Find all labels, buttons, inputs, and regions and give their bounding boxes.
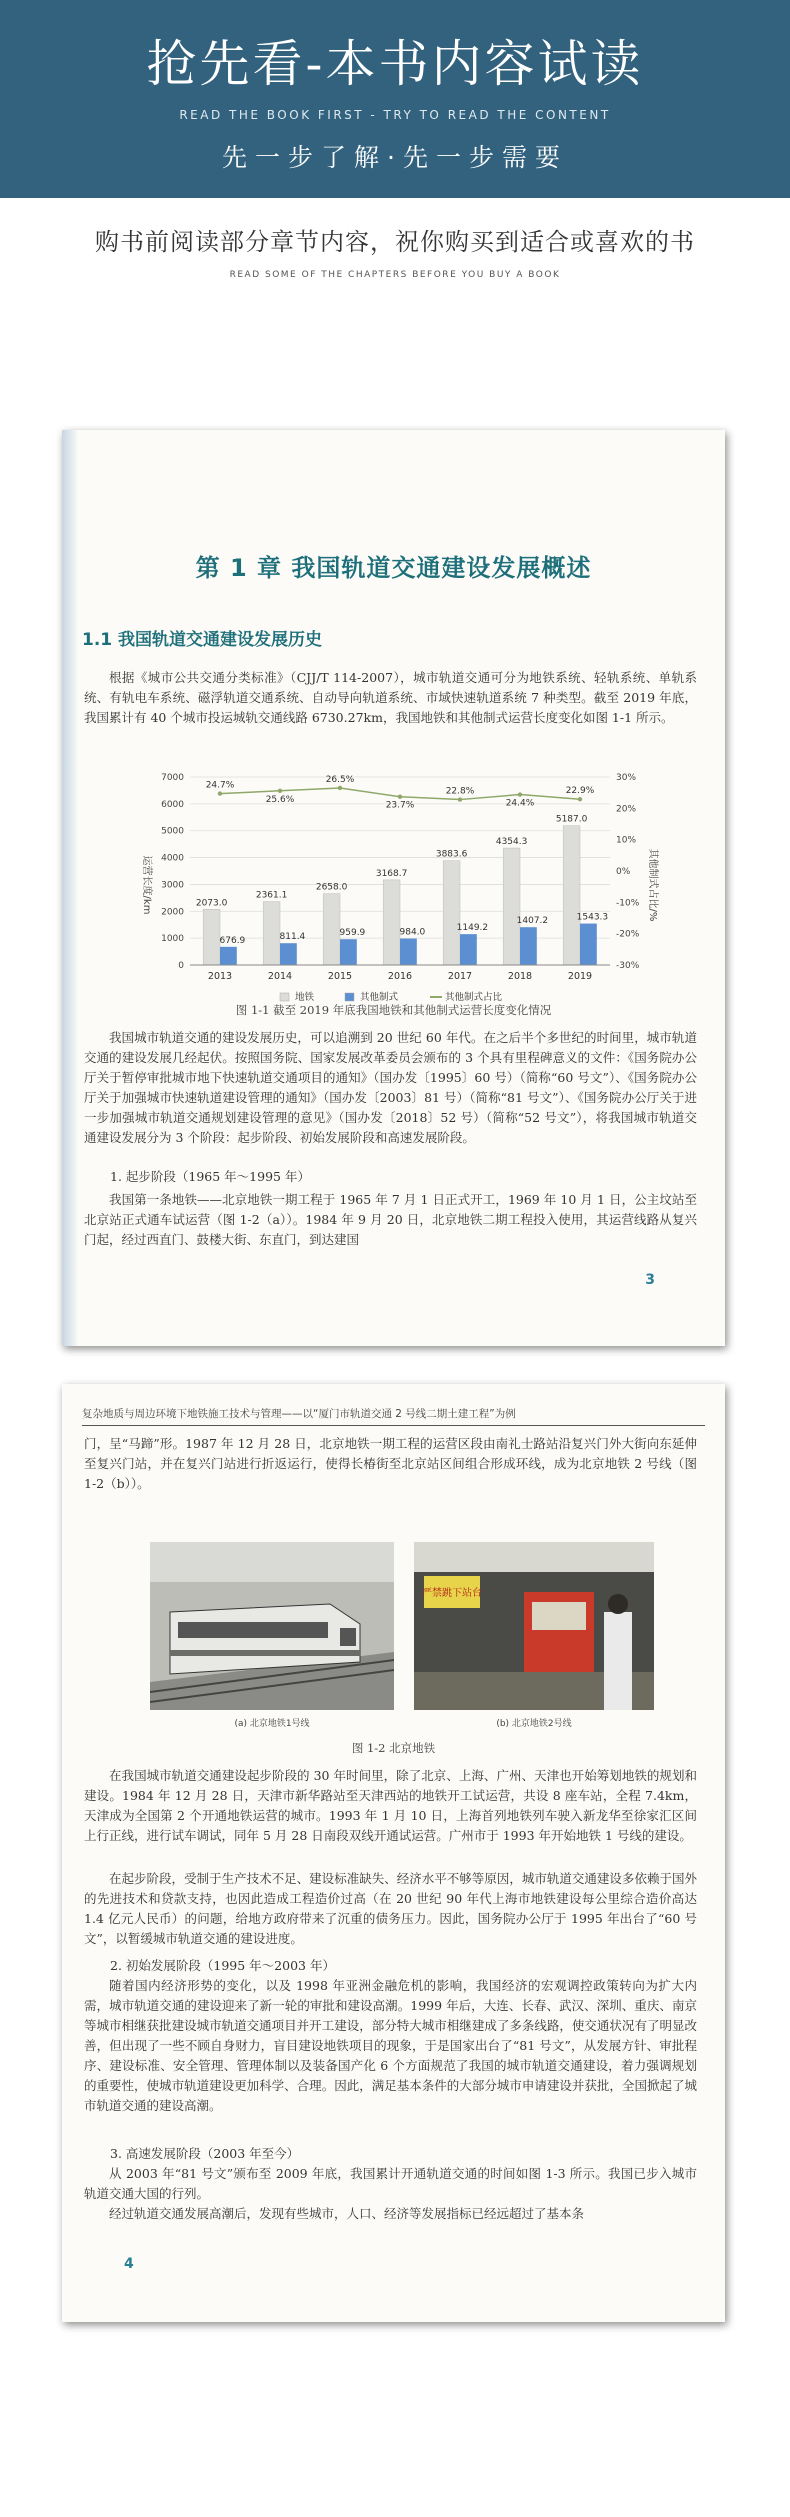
paragraph: 门，呈“马蹄”形。1987 年 12 月 28 日，北京地铁一期工程的运营区段由南礼士路站沿复兴门外大街向东延伸至复兴门站，并在复兴门站进行折返运行，使得长椿街至北京站区间组合形成环线，成为北京地铁 2 号线（图 1-2（b））。 [84, 1436, 697, 1491]
x-tick-label: 2015 [327, 971, 353, 982]
chart-line [206, 775, 595, 811]
chart-bars [196, 815, 608, 965]
y2-tick-label: 30% [616, 773, 637, 783]
photo-caption: (b) 北京地铁2号线 [496, 1719, 572, 1729]
stage-heading: 1. 起步阶段（1965 年～1995 年） [110, 1169, 310, 1184]
legend-label: 其他制式 [360, 992, 399, 1003]
data-label-share: 25.6% [265, 794, 295, 805]
data-label-share: 22.9% [565, 786, 595, 797]
line-point-share [458, 797, 462, 801]
y-tick-label: 3000 [161, 880, 184, 891]
line-point-share [338, 786, 342, 790]
x-tick-label: 2014 [267, 971, 293, 982]
paragraph: 随着国内经济形势的变化，以及 1998 年亚洲金融危机的影响，我国经济的宏观调控政策转向为扩大内需，城市轨道交通的建设迎来了新一轮的审批和建设高潮。1999 年后，大连、长春、武汉、深圳、重庆、南京等城市相继获批建设城市轨道交通项目并开工建设，部分特大城市相继建成了多条线路，使交通状况有了明显改善，但出现了一些不顾自身财力，盲目建设地铁项目的现象，于是国家出台了“81 号文”，从发展方针、审批程序、建设标准、安全管理、管理体制以及装备国产化 6 个方面规范了我国的城市轨道交通建设，着力强调规划的重要性，使城市轨道建设更加科学、合理。因此，满足基本条件的大部分城市申请建设并获批，全国掀起了城市轨道交通的建设高潮。 [84, 1978, 697, 2113]
legend-swatch [345, 993, 354, 1001]
data-label-other: 984.0 [399, 927, 426, 938]
operating-length-chart [130, 765, 660, 1020]
book-page-1 [62, 430, 725, 1346]
header-banner [0, 0, 790, 198]
banner-tagline: 先一步了解·先一步需要 [222, 143, 568, 172]
data-label-other: 676.9 [219, 935, 246, 946]
data-label-other: 1407.2 [516, 916, 549, 927]
data-label-subway: 4354.3 [495, 837, 528, 848]
x-tick-label: 2013 [207, 971, 233, 982]
legend-label: 其他制式占比 [445, 992, 503, 1003]
photo-caption: (a) 北京地铁1号线 [234, 1719, 310, 1729]
paragraph: 在起步阶段，受制于生产技术不足、建设标准缺失、经济水平不够等原因，城市轨道交通建设多依赖于国外的先进技术和贷款支持，也因此造成工程造价过高（在 20 世纪 90 年代上海市地铁建设每公里综合造价高达 1.4 亿元人民币）的问题，给地方政府带来了沉重的债务压力。因此，国务院办公厅于 1995 年出台了“60 号文”，以暂缓城市轨道交通的建设进度。 [84, 1871, 697, 1946]
data-label-other: 811.4 [279, 932, 306, 943]
y-tick-label: 7000 [161, 773, 184, 783]
x-tick-label: 2019 [567, 971, 593, 982]
photo-beijing-line1 [150, 1542, 394, 1710]
bar-subway [443, 861, 460, 965]
bar-subway [503, 848, 520, 965]
bar-other [460, 934, 477, 965]
bar-subway [323, 894, 340, 965]
y-tick-label: 4000 [161, 853, 184, 864]
chart-y2-axis-label: 其他制式占比/% [647, 848, 658, 922]
stage-heading: 3. 高速发展阶段（2003 年至今） [110, 2146, 300, 2161]
paragraph: 在我国城市轨道交通建设起步阶段的 30 年时间里，除了北京、上海、广州、天津也开始筹划地铁的规划和建设。1984 年 12 月 28 日，天津市新华路站至天津西站的地铁开工试运营，共设 8 座车站，全程 7.4km，天津成为全国第 2 个开通地铁运营的城市。1993 年 1 月 10 日，上海首列地铁列车驶入新龙华至徐家汇区间上行正线，进行试车调试，同年 5 月 28 日南段双线开通试运营。广州市于 1993 年开始地铁 1 号线的建设。 [84, 1768, 697, 1843]
paragraph: 从 2003 年“81 号文”颁布至 2009 年底，我国累计开通轨道交通的时间如图 1-3 所示。我国已步入城市轨道交通大国的行列。 [84, 2166, 697, 2201]
paragraph: 经过轨道交通发展高潮后，发现有些城市，人口、经济等发展指标已经远超过了基本条 [109, 2206, 585, 2221]
paragraph: 我国第一条地铁——北京地铁一期工程于 1965 年 7 月 1 日正式开工，1969 年 10 月 1 日，公主坟站至北京站正式通车试运营（图 1-2（a））。1984 年 9 月 20 日，北京地铁二期工程投入使用，其运营线路从复兴门起，经过西直门、鼓楼大街、东直门，到达建国 [84, 1192, 697, 1247]
y-tick-label: 5000 [161, 826, 184, 837]
data-label-share: 26.5% [325, 774, 355, 785]
line-point-share [278, 789, 282, 793]
intro-text-en: READ SOME OF THE CHAPTERS BEFORE YOU BUY A BOOK [229, 270, 561, 280]
data-label-subway: 2658.0 [315, 882, 348, 893]
chart-x-ticks [190, 965, 610, 982]
figure-caption: 图 1-2 北京地铁 [351, 1741, 436, 1755]
platform-warning-sign: 严禁跳下站台 [422, 1588, 482, 1599]
paragraph: 我国城市轨道交通的建设发展历史，可以追溯到 20 世纪 60 年代。在之后半个多世纪的时间里，城市轨道交通的建设发展几经起伏。按照国务院、国家发展改革委员会颁布的 3 个具有里程碑意义的文件：《国务院办公厅关于暂停审批城市地下快速轨道交通项目的通知》（国办发〔1995〕60 号）（简称“60 号文”）、《国务院办公厅关于加强城市快速轨道建设管理的通知》（国办发〔2003〕81 号）（简称“81 号文”）、《国务院办公厅关于进一步加强城市轨道交通规划建设管理的意见》（国办发〔2018〕52 号）（简称“52 号文”），将我国城市轨道交通建设发展分为 3 个阶段：起步阶段、初始发展阶段和高速发展阶段。 [84, 1030, 697, 1145]
running-head: 复杂地质与周边环境下地铁施工技术与管理——以“厦门市轨道交通 2 号线二期土建工程”为例 [82, 1406, 705, 1426]
y-tick-label: 6000 [161, 799, 184, 810]
y2-tick-label: -30% [616, 961, 640, 971]
line-point-share [398, 795, 402, 799]
banner-subtitle-en: READ THE BOOK FIRST - TRY TO READ THE CONTENT [179, 108, 611, 122]
bar-subway [203, 909, 220, 965]
paragraph: 根据《城市公共交通分类标准》（CJJ/T 114-2007），城市轨道交通可分为地铁系统、轻轨系统、单轨系统、有轨电车系统、磁浮轨道交通系统、自动导向轨道系统、市域快速轨道系统 7 种类型。截至 2019 年底，我国累计有 40 个城市投运城轨交通线路 6730.27km，我国地铁和其他制式运营长度变化如图 1-1 所示。 [84, 670, 697, 725]
data-label-share: 24.4% [505, 798, 535, 809]
bar-other [520, 927, 537, 965]
y2-tick-label: 20% [616, 804, 637, 815]
line-point-share [518, 792, 522, 796]
y2-tick-label: 10% [616, 835, 637, 846]
data-label-share: 24.7% [205, 780, 235, 791]
data-label-subway: 5187.0 [555, 814, 588, 825]
bar-other [340, 939, 357, 965]
data-label-other: 1543.3 [576, 912, 609, 923]
y-tick-label: 1000 [161, 934, 184, 945]
line-point-share [218, 791, 222, 795]
y2-tick-label: -10% [616, 898, 640, 909]
data-label-subway: 3883.6 [435, 849, 468, 860]
y2-tick-label: -20% [616, 929, 640, 940]
data-label-share: 23.7% [385, 800, 415, 811]
page-number: 3 [645, 1272, 655, 1288]
bar-other [400, 939, 417, 965]
bar-subway [383, 880, 400, 965]
data-label-subway: 2073.0 [195, 898, 228, 909]
bar-other [220, 947, 237, 965]
bar-other [280, 943, 297, 965]
y-tick-label: 2000 [161, 907, 184, 918]
stage-heading: 2. 初始发展阶段（1995 年～2003 年） [110, 1958, 335, 1973]
data-label-other: 959.9 [339, 928, 366, 939]
legend-label: 地铁 [295, 992, 315, 1003]
section-title: 1.1 我国轨道交通建设发展历史 [82, 630, 323, 650]
data-label-subway: 3168.7 [375, 868, 408, 879]
chart-y-ticks [161, 773, 184, 971]
chapter-title: 第 1 章 我国轨道交通建设发展概述 [195, 554, 592, 582]
y2-tick-label: 0% [616, 867, 631, 877]
data-label-share: 22.8% [445, 786, 475, 797]
page-number: 4 [124, 2256, 134, 2272]
photo-beijing-line2 [414, 1542, 654, 1710]
bar-subway [263, 902, 280, 965]
bar-other [580, 924, 597, 965]
figure-caption: 图 1-1 截至 2019 年底我国地铁和其他制式运营长度变化情况 [235, 1003, 552, 1017]
data-label-subway: 2361.1 [255, 890, 288, 901]
data-label-other: 1149.2 [456, 923, 489, 934]
x-tick-label: 2017 [447, 971, 473, 982]
book-page-2 [62, 1384, 725, 2322]
chart-y2-ticks [616, 773, 640, 971]
bar-subway [563, 826, 580, 965]
intro-text: 购书前阅读部分章节内容，祝你购买到适合或喜欢的书 [95, 228, 695, 256]
x-tick-label: 2018 [507, 971, 533, 982]
line-point-share [578, 797, 582, 801]
chart-y-axis-label: 运营长度/km [141, 855, 152, 915]
legend-swatch [280, 993, 289, 1001]
banner-title: 抢先看-本书内容试读 [146, 35, 644, 93]
y-tick-label: 0 [178, 961, 184, 971]
x-tick-label: 2016 [387, 971, 413, 982]
